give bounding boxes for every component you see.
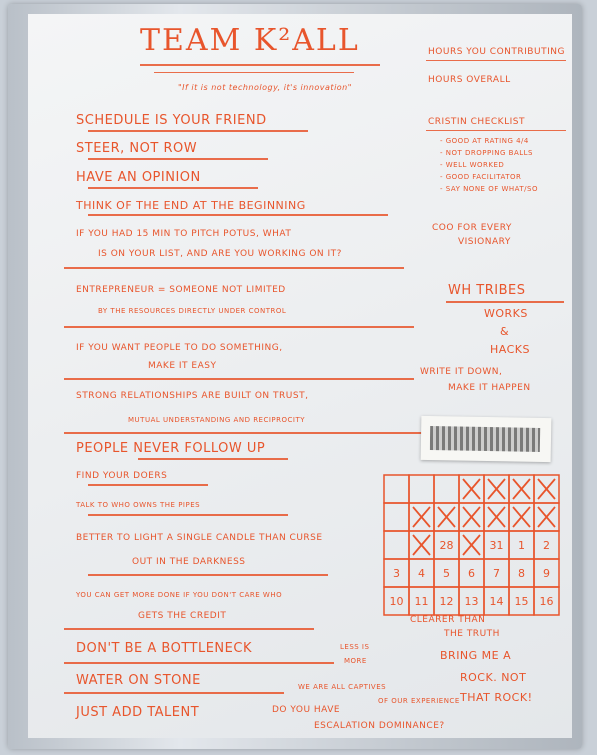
calendar-cross-mark <box>513 507 530 527</box>
calendar-day-number: 16 <box>539 595 554 608</box>
do-you-have-text: DO YOU HAVE <box>272 705 341 715</box>
calendar-cross-mark <box>463 479 480 499</box>
left-item: IF YOU WANT PEOPLE TO DO SOMETHING, <box>76 343 283 353</box>
checklist-item: - GOOD FACILITATOR <box>440 173 522 181</box>
calendar-day-number: 12 <box>439 595 454 608</box>
calendar-cross-mark <box>413 507 430 527</box>
calendar-cross-mark <box>513 479 530 499</box>
left-item: TALK TO WHO OWNS THE PIPES <box>76 501 201 509</box>
calendar-cell <box>434 475 459 503</box>
left-item: OUT IN THE DARKNESS <box>132 557 246 567</box>
experience-text: OF OUR EXPERIENCE <box>378 697 460 705</box>
escalation-text: ESCALATION DOMINANCE? <box>314 721 445 731</box>
calendar-day-number: 1 <box>518 539 525 552</box>
calendar-cross-mark <box>438 507 455 527</box>
left-item: HAVE AN OPINION <box>76 170 201 185</box>
left-item: THINK OF THE END AT THE BEGINNING <box>76 199 306 212</box>
calendar-cross-mark <box>488 479 505 499</box>
calendar-cell <box>384 475 409 503</box>
checklist-item: - NOT DROPPING BALLS <box>440 149 533 157</box>
left-item: FIND YOUR DOERS <box>76 471 168 481</box>
left-item: JUST ADD TALENT <box>76 705 200 720</box>
left-item: BETTER TO LIGHT A SINGLE CANDLE THAN CURSE <box>76 533 323 543</box>
amp-text: & <box>500 325 510 338</box>
calendar-day-number: 14 <box>489 595 504 608</box>
checklist-item: - SAY NONE OF WHAT/SO <box>440 185 538 193</box>
calendar-day-number: 9 <box>543 567 550 580</box>
hacks-text: HACKS <box>490 343 530 356</box>
make-it-happen: MAKE IT HAPPEN <box>448 383 531 393</box>
calendar-cross-mark <box>413 535 430 555</box>
calendar-day-number: 4 <box>418 567 425 580</box>
left-item: GETS THE CREDIT <box>138 611 227 621</box>
less-is-text: LESS IS <box>340 643 370 651</box>
calendar-day-number: 5 <box>443 567 450 580</box>
that-rock-text: THAT ROCK! <box>460 691 533 704</box>
calendar-cross-mark <box>488 507 505 527</box>
calendar-day-number: 31 <box>489 539 504 552</box>
calendar-day-number: 28 <box>439 539 454 552</box>
calendar-day-number: 2 <box>543 539 550 552</box>
visionary-text: VISIONARY <box>458 237 511 247</box>
left-item: YOU CAN GET MORE DONE IF YOU DON'T CARE WHO <box>76 591 283 599</box>
bring-me-text: BRING ME A <box>440 649 512 662</box>
left-item: MUTUAL UNDERSTANDING AND RECIPROCITY <box>128 416 306 424</box>
rock-not-text: ROCK. NOT <box>460 671 527 684</box>
captives-text: WE ARE ALL CAPTIVES <box>298 683 387 691</box>
write-it-down: WRITE IT DOWN, <box>420 367 503 377</box>
calendar-day-number: 3 <box>393 567 400 580</box>
checklist-item: - GOOD AT RATING 4/4 <box>440 137 529 145</box>
calendar-cross-mark <box>463 507 480 527</box>
calendar-day-number: 13 <box>464 595 479 608</box>
calendar-cell <box>384 531 409 559</box>
calendar-cross-mark <box>463 535 480 555</box>
calendar-cell <box>384 503 409 531</box>
left-item: MAKE IT EASY <box>148 361 217 371</box>
hours-overall: HOURS OVERALL <box>428 75 511 85</box>
more-text: MORE <box>344 657 367 665</box>
calendar-day-number: 7 <box>493 567 500 580</box>
calendar-day-number: 11 <box>414 595 429 608</box>
clearer-text: CLEARER THAN <box>410 615 486 625</box>
comic-strip-note <box>421 416 552 462</box>
calendar-cell <box>409 475 434 503</box>
board-title: TEAM K²ALL <box>140 23 360 58</box>
calendar-day-number: 15 <box>514 595 529 608</box>
checklist-item: - WELL WORKED <box>440 161 505 169</box>
left-item: PEOPLE NEVER FOLLOW UP <box>76 441 266 456</box>
comic-strip-image <box>430 426 540 452</box>
board-subtitle: "If it is not technology, it's innovation" <box>178 83 352 92</box>
calendar-grid <box>380 469 570 624</box>
calendar-day-number: 8 <box>518 567 525 580</box>
left-item: ENTREPRENEUR = SOMEONE NOT LIMITED <box>76 285 286 295</box>
left-item: IS ON YOUR LIST, AND ARE YOU WORKING ON IT? <box>98 249 342 259</box>
works-text: WORKS <box>484 307 528 320</box>
hours-contributing: HOURS YOU CONTRIBUTING <box>428 47 565 57</box>
wh-tribes: WH TRIBES <box>448 283 526 298</box>
calendar-cross-mark <box>538 479 555 499</box>
left-item: BY THE RESOURCES DIRECTLY UNDER CONTROL <box>98 307 287 315</box>
left-item: STEER, NOT ROW <box>76 141 198 156</box>
truth-text: THE TRUTH <box>444 629 500 639</box>
left-item: IF YOU HAD 15 MIN TO PITCH POTUS, WHAT <box>76 229 292 239</box>
whiteboard <box>28 14 572 738</box>
left-item: STRONG RELATIONSHIPS ARE BUILT ON TRUST, <box>76 391 309 401</box>
calendar-cross-mark <box>538 507 555 527</box>
left-item: SCHEDULE IS YOUR FRIEND <box>76 113 267 128</box>
checklist-title: CRISTIN CHECKLIST <box>428 117 525 127</box>
calendar-day-number: 6 <box>468 567 475 580</box>
left-item: DON'T BE A BOTTLENECK <box>76 641 252 656</box>
calendar-day-number: 10 <box>389 595 404 608</box>
left-item: WATER ON STONE <box>76 673 201 688</box>
coo-text: COO FOR EVERY <box>432 223 512 233</box>
